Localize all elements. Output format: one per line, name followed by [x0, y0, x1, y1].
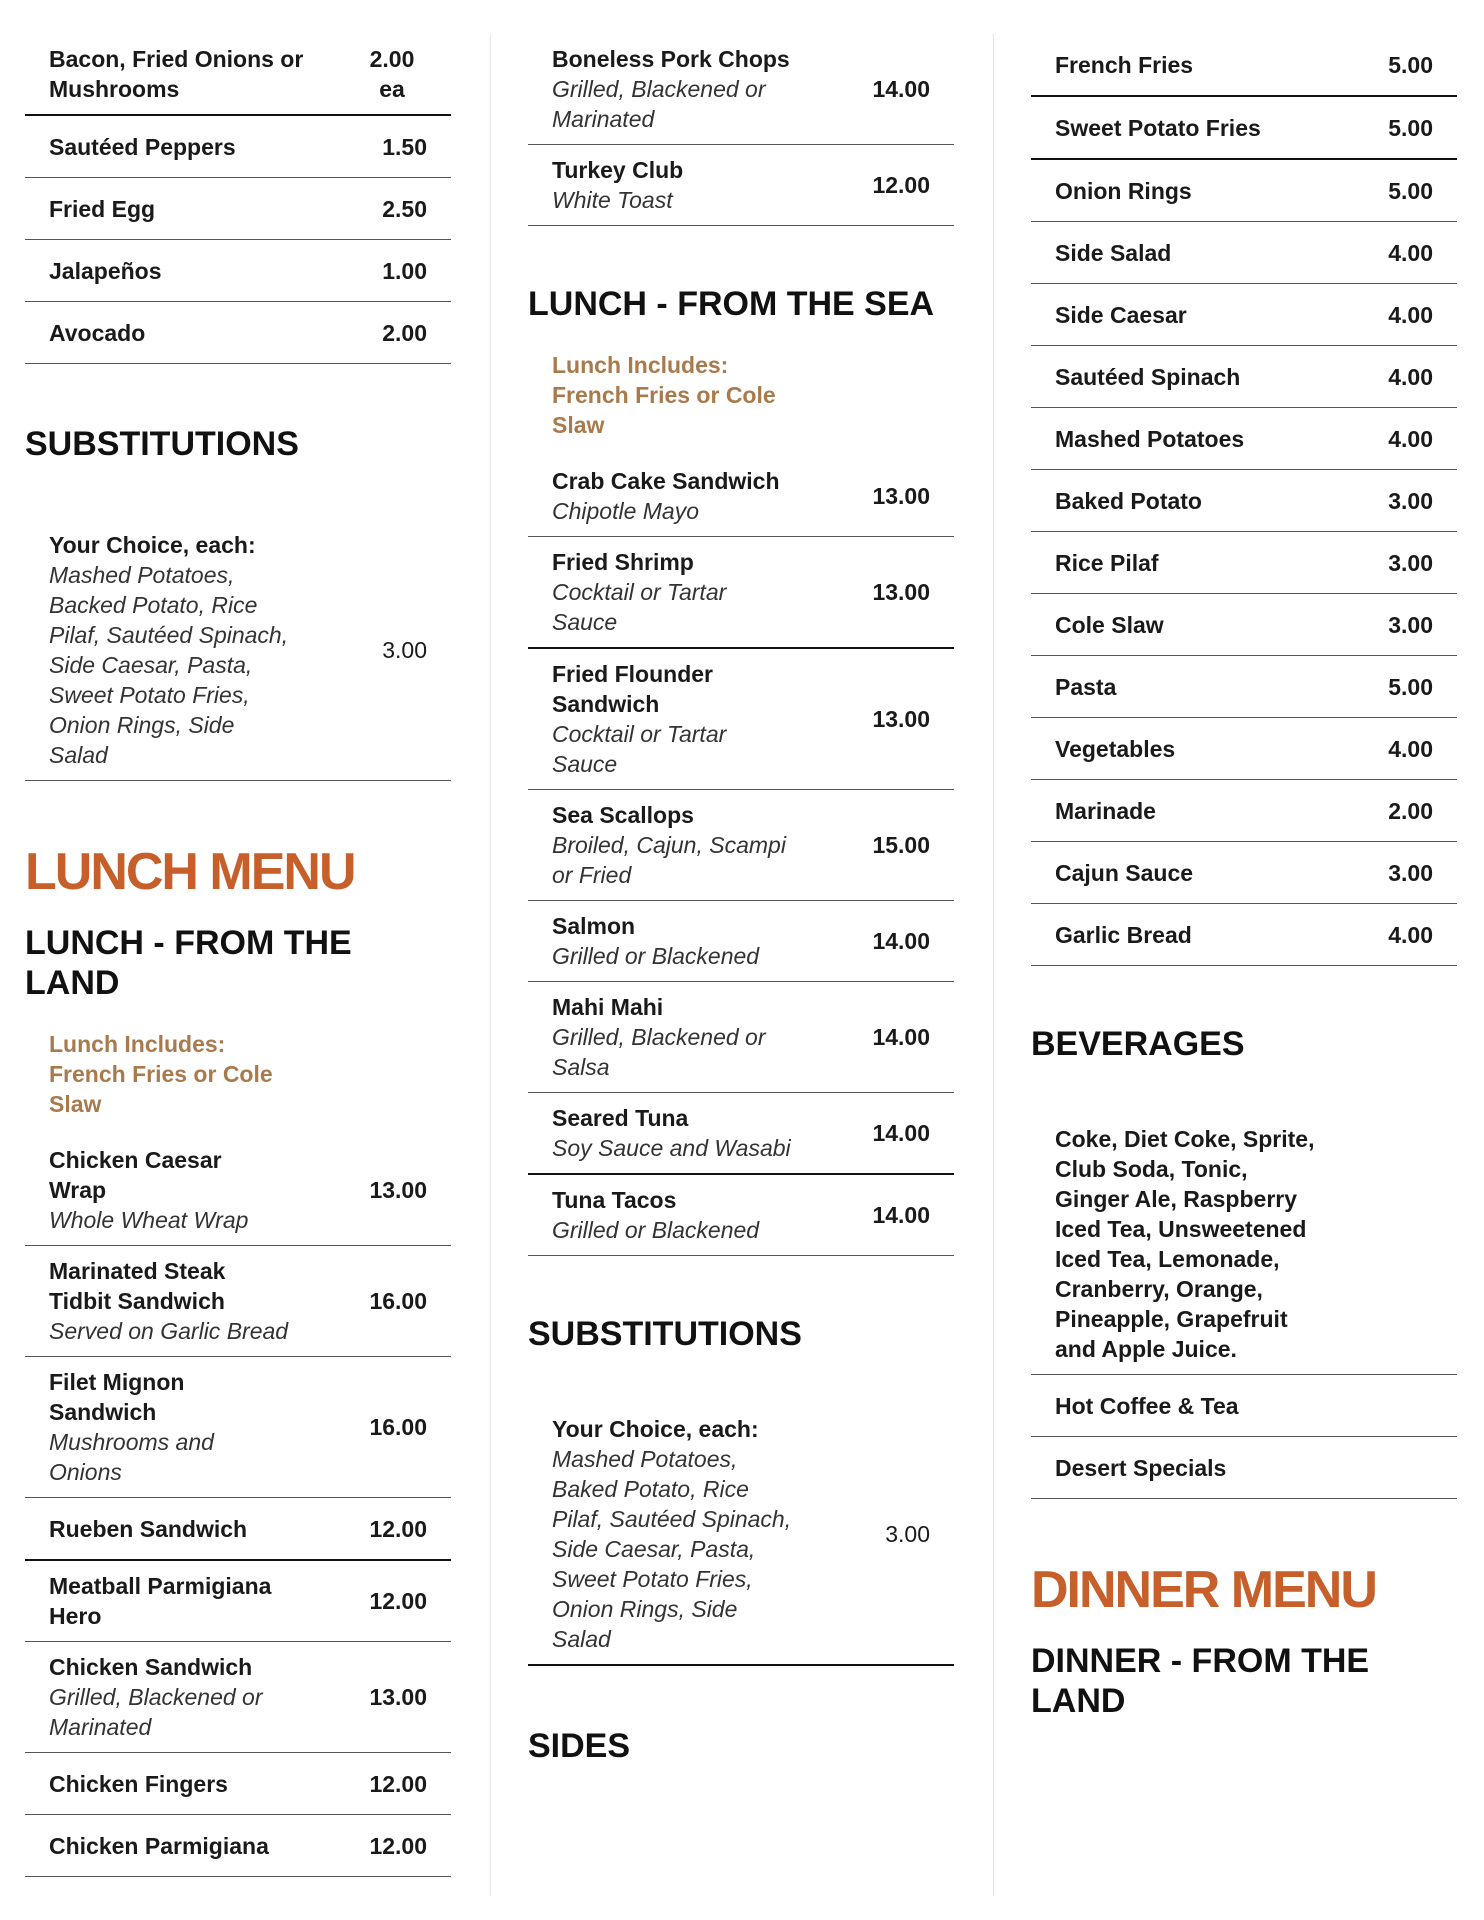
menu-item [528, 982, 954, 1093]
item-description: White Toast [552, 187, 673, 213]
item-name: Side Caesar [1055, 301, 1187, 328]
item-price: 4.00 [1388, 301, 1433, 328]
menu-item [528, 790, 954, 901]
item-name: Baked Potato [1055, 487, 1202, 514]
beverage-item [1031, 1437, 1457, 1499]
menu-item [528, 901, 954, 982]
substitutions-heading: SUBSTITUTIONS [528, 1315, 802, 1353]
beverages-heading: BEVERAGES [1031, 1025, 1245, 1063]
item-price: 14.00 [872, 1202, 930, 1228]
item-price: 14.00 [872, 1120, 930, 1146]
item-description: Cocktail or Tartar Sauce [552, 721, 727, 777]
menu-item [528, 1093, 954, 1175]
section-heading: LUNCH - FROM THE LAND [25, 924, 352, 1002]
item-price: 3.00 [382, 637, 427, 663]
menu-item [528, 145, 954, 226]
side-item [1031, 594, 1457, 656]
item-price: 12.00 [369, 1515, 427, 1542]
menu-item [25, 1642, 451, 1753]
item-price: 5.00 [1388, 114, 1433, 141]
addon-row [25, 178, 451, 240]
item-name: Tuna Tacos [552, 1187, 677, 1213]
item-price: 13.00 [872, 706, 930, 732]
item-price: 4.00 [1388, 921, 1433, 948]
item-price: 4.00 [1388, 425, 1433, 452]
side-item [1031, 408, 1457, 470]
choice-title: Your Choice, each: [49, 532, 256, 558]
menu-item [25, 1815, 451, 1877]
side-item [1031, 532, 1457, 594]
item-price: 14.00 [872, 928, 930, 954]
item-name: Mashed Potatoes [1055, 425, 1245, 452]
item-name: Pasta [1055, 673, 1117, 700]
menu-column-2 [528, 34, 954, 1766]
section-heading: DINNER - FROM THE LAND [1031, 1642, 1370, 1720]
section-heading: LUNCH - FROM THE SEA [528, 285, 935, 323]
addon-row [25, 302, 451, 364]
item-price: 13.00 [369, 1177, 427, 1203]
item-name: Jalapeños [49, 257, 162, 284]
beverages-list-row [1031, 1114, 1457, 1375]
menu-item [528, 34, 954, 145]
item-name: Sweet Potato Fries [1055, 114, 1261, 141]
item-name: Cole Slaw [1055, 611, 1164, 638]
item-description: Chipotle Mayo [552, 498, 700, 524]
item-name: Seared Tuna [552, 1105, 689, 1131]
item-name: Rice Pilaf [1055, 549, 1159, 576]
substitutions-row [25, 520, 451, 781]
item-description: Grilled or Blackened [552, 943, 760, 969]
lunch-includes-note: Lunch Includes: French Fries or Cole Slaw [552, 352, 776, 438]
item-price: 4.00 [1388, 239, 1433, 266]
item-price: 5.00 [1388, 51, 1433, 78]
item-price: 13.00 [872, 579, 930, 605]
menu-item [528, 649, 954, 790]
item-name: Chicken Caesar Wrap [49, 1147, 222, 1203]
menu-item [25, 1498, 451, 1561]
item-name: Turkey Club [552, 157, 684, 183]
item-description: Soy Sauce and Wasabi [552, 1135, 791, 1161]
side-item [1031, 904, 1457, 966]
side-item [1031, 656, 1457, 718]
item-name: Rueben Sandwich [49, 1515, 248, 1542]
item-price: 16.00 [369, 1414, 427, 1440]
item-name: Meatball Parmigiana Hero [49, 1573, 272, 1629]
item-name: Garlic Bread [1055, 921, 1192, 948]
item-price: 12.00 [872, 172, 930, 198]
item-name: Sautéed Spinach [1055, 363, 1241, 390]
item-name: Fried Flounder Sandwich [552, 661, 713, 717]
item-price: 3.00 [1388, 487, 1433, 514]
item-price: 2.00 ea [369, 46, 415, 102]
item-price: 1.50 [382, 133, 427, 160]
item-price: 4.00 [1388, 735, 1433, 762]
item-description: Cocktail or Tartar Sauce [552, 579, 727, 635]
menu-item [528, 456, 954, 537]
item-price: 12.00 [369, 1588, 427, 1614]
item-name: Bacon, Fried Onions or Mushrooms [49, 46, 304, 102]
item-name: Fried Egg [49, 195, 156, 222]
item-price: 4.00 [1388, 363, 1433, 390]
beverages-list: Coke, Diet Coke, Sprite, Club Soda, Tonic, Ginger Ale, Raspberry Iced Tea, Unsweetened Iced Tea, Lemonade, Cranberry, Orange, Pineapple, Grapefruit and Apple Juice. [1055, 1126, 1315, 1362]
lunch-includes-note: Lunch Includes: French Fries or Cole Slaw [49, 1031, 273, 1117]
menu-item [25, 1246, 451, 1357]
item-name: Boneless Pork Chops [552, 46, 790, 72]
substitutions-heading: SUBSTITUTIONS [25, 425, 299, 463]
item-description: Broiled, Cajun, Scampi or Fried [552, 832, 786, 888]
item-price: 14.00 [872, 1024, 930, 1050]
item-price: 14.00 [872, 76, 930, 102]
item-description: Grilled, Blackened or Marinated [49, 1684, 263, 1740]
choice-options: Mashed Potatoes, Backed Potato, Rice Pilaf, Sautéed Spinach, Side Caesar, Pasta, Sweet Potato Fries, Onion Rings, Side Salad [49, 562, 289, 768]
column-divider [490, 34, 491, 1896]
item-price: 13.00 [369, 1684, 427, 1710]
side-item [1031, 34, 1457, 97]
item-price: 2.00 [382, 319, 427, 346]
item-description: Whole Wheat Wrap [49, 1207, 249, 1233]
item-description: Grilled, Blackened or Marinated [552, 76, 766, 132]
item-name: Avocado [49, 319, 146, 346]
side-item [1031, 160, 1457, 222]
item-price: 16.00 [369, 1288, 427, 1314]
item-name: Cajun Sauce [1055, 859, 1194, 886]
item-name: Chicken Parmigiana [49, 1832, 269, 1859]
item-price: 3.00 [1388, 549, 1433, 576]
dinner-menu-title: DINNER MENU [1031, 1561, 1376, 1619]
menu-item [25, 1135, 451, 1246]
item-name: Mahi Mahi [552, 994, 664, 1020]
item-name: Marinated Steak Tidbit Sandwich [49, 1258, 226, 1314]
column-divider [993, 34, 994, 1896]
side-item [1031, 97, 1457, 160]
menu-item [25, 1357, 451, 1498]
addon-row [25, 240, 451, 302]
side-item [1031, 222, 1457, 284]
item-name: Chicken Fingers [49, 1770, 228, 1797]
menu-column-1 [25, 34, 451, 1877]
item-name: Chicken Sandwich [49, 1654, 253, 1680]
side-item [1031, 470, 1457, 532]
item-price: 3.00 [1388, 611, 1433, 638]
item-description: Grilled, Blackened or Salsa [552, 1024, 766, 1080]
sides-heading: SIDES [528, 1727, 631, 1765]
item-price: 12.00 [369, 1770, 427, 1797]
lunch-menu-title: LUNCH MENU [25, 843, 355, 901]
item-name: Desert Specials [1055, 1454, 1227, 1481]
item-name: Onion Rings [1055, 177, 1192, 204]
substitutions-row [528, 1404, 954, 1666]
item-price: 3.00 [1388, 859, 1433, 886]
item-name: Marinade [1055, 797, 1156, 824]
item-price: 2.00 [1388, 797, 1433, 824]
side-item [1031, 842, 1457, 904]
menu-item [528, 537, 954, 649]
menu-column-3 [1031, 34, 1457, 1721]
item-name: French Fries [1055, 51, 1194, 78]
item-name: Fried Shrimp [552, 549, 694, 575]
item-name: Vegetables [1055, 735, 1176, 762]
item-price: 3.00 [885, 1521, 930, 1547]
item-name: Side Salad [1055, 239, 1172, 266]
addon-row [25, 116, 451, 178]
addon-row [25, 34, 451, 116]
item-price: 13.00 [872, 483, 930, 509]
item-price: 15.00 [872, 832, 930, 858]
side-item [1031, 284, 1457, 346]
side-item [1031, 780, 1457, 842]
item-price: 1.00 [382, 257, 427, 284]
item-price: 12.00 [369, 1832, 427, 1859]
beverage-item [1031, 1375, 1457, 1437]
item-name: Crab Cake Sandwich [552, 468, 780, 494]
menu-item [25, 1561, 451, 1642]
item-price: 5.00 [1388, 177, 1433, 204]
item-name: Salmon [552, 913, 636, 939]
item-description: Mushrooms and Onions [49, 1429, 214, 1485]
item-name: Sea Scallops [552, 802, 694, 828]
item-price: 2.50 [382, 195, 427, 222]
menu-item [25, 1753, 451, 1815]
item-name: Hot Coffee & Tea [1055, 1392, 1239, 1419]
item-price: 5.00 [1388, 673, 1433, 700]
side-item [1031, 346, 1457, 408]
side-item [1031, 718, 1457, 780]
menu-item [528, 1175, 954, 1256]
item-description: Grilled or Blackened [552, 1217, 760, 1243]
item-name: Filet Mignon Sandwich [49, 1369, 185, 1425]
choice-title: Your Choice, each: [552, 1416, 759, 1442]
choice-options: Mashed Potatoes, Baked Potato, Rice Pilaf, Sautéed Spinach, Side Caesar, Pasta, Sweet Potato Fries, Onion Rings, Side Salad [552, 1446, 792, 1652]
item-name: Sautéed Peppers [49, 133, 236, 160]
item-description: Served on Garlic Bread [49, 1318, 289, 1344]
